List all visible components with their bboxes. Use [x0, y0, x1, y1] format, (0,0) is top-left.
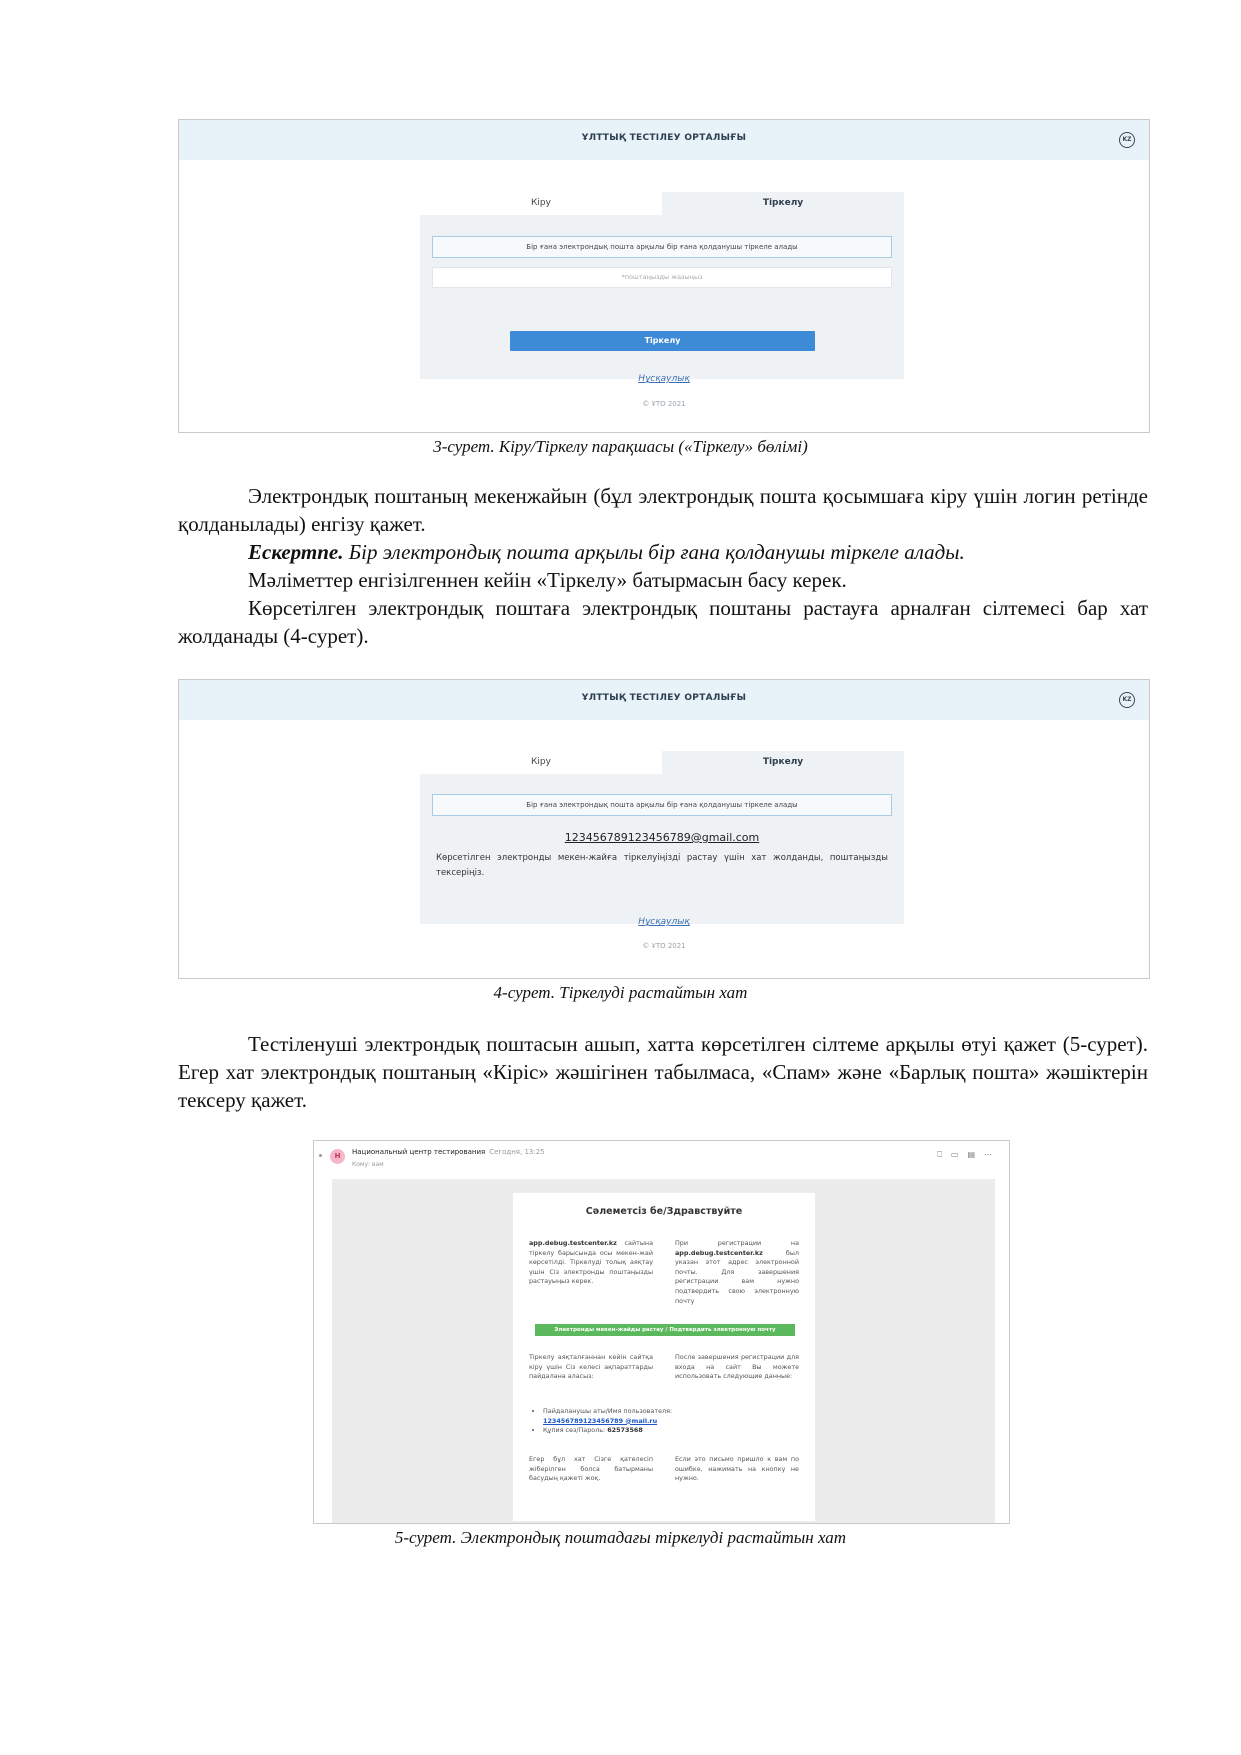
paragraph: Электрондық поштаның мекенжайын (бұл электрондық пошта қосымшаға кіру үшін логин ретінде қолданылады) енгізу қажет.	[178, 484, 1148, 536]
register-button[interactable]: Тіркелу	[510, 331, 815, 351]
bookmark-icon[interactable]: ⎕	[937, 1150, 951, 1159]
more-icon[interactable]: ⋯	[984, 1150, 1001, 1159]
kz-intro-body: сайтына тіркелу барысында осы мекен-жай көрсетілді. Тіркелуді толық аяқтау үшін Сіз электронды поштаңызды растауыңыз керек.	[529, 1239, 653, 1286]
paragraph: Мәліметтер енгізілгеннен кейін «Тіркелу» батырмасын басу керек.	[248, 568, 847, 592]
email-actions	[937, 1150, 1001, 1160]
auth-tabs	[420, 192, 904, 215]
note-paragraph	[178, 538, 1148, 566]
flag-icon[interactable]: ▭	[950, 1150, 968, 1159]
ru-credentials-intro: После завершения регистрации для входа на сайт Вы можете использовать следующие данные:	[675, 1353, 799, 1381]
paragraph: Тестіленуші электрондық поштасын ашып, хатта көрсетілген сілтеме арқылы өтуі қажет (5-сурет). Егер хат электрондық поштаның «Кіріс» жәшігінен табылмаса, «Спам» және «Барлық пошта» жәшіктерін тексеру қажет.	[178, 1032, 1148, 1112]
password-label: Құпия сөз/Пароль:	[543, 1426, 608, 1435]
registration-notice: Бір ғана электрондық пошта арқылы бір ғана қолданушы тіркеле алады	[432, 794, 892, 816]
registration-notice: Бір ғана электрондық пошта арқылы бір ғана қолданушы тіркеле алады	[432, 236, 892, 258]
paragraph: Көрсетілген электрондық поштаға электрондық поштаны растауға арналған сілтемесі бар хат жолданады (4-сурет).	[178, 596, 1148, 648]
tab-register[interactable]: Тіркелу	[662, 192, 904, 215]
username-item	[543, 1407, 823, 1426]
copyright: © ҰТО 2021	[642, 400, 686, 408]
confirmation-panel	[420, 774, 904, 924]
language-switch-icon[interactable]: KZ	[1119, 132, 1135, 148]
figure-4-caption: 4-сурет. Тіркелуді растайтын хат	[493, 983, 748, 1002]
figure-3-caption: 3-сурет. Кіру/Тіркелу парақшасы («Тіркелу» бөлімі)	[433, 437, 808, 456]
confirmation-email: 123456789123456789@gmail.com	[564, 831, 760, 844]
recipient-line: Кому: вам	[352, 1161, 384, 1168]
confirm-email-button[interactable]: Электронды мекен-жайды растау / Подтвердить электронную почту	[535, 1324, 795, 1336]
figure-3-screenshot	[178, 119, 1150, 433]
register-panel	[420, 215, 904, 379]
figure-4-screenshot	[178, 679, 1150, 979]
tab-login[interactable]: Кіру	[420, 751, 662, 774]
site-header	[179, 680, 1149, 720]
instructions-block-2	[178, 1030, 1148, 1114]
help-link[interactable]: Нұсқаулық	[638, 917, 690, 927]
site-title: ҰЛТТЫҚ ТЕСТІЛЕУ ОРТАЛЫҒЫ	[581, 693, 747, 703]
email-date: Сегодня, 13:25	[489, 1148, 545, 1156]
unread-dot-icon	[319, 1154, 322, 1157]
ru-intro-body: был указан этот адрес электронной почты. Для завершения регистрации вам нужно подтвердить свою электронную почту	[675, 1248, 799, 1305]
site-header	[179, 120, 1149, 160]
note-label: Ескертпе.	[248, 540, 344, 564]
email-body	[332, 1179, 995, 1523]
help-link[interactable]: Нұсқаулық	[638, 374, 690, 384]
email-header	[314, 1141, 1009, 1175]
site-name: app.debug.testcenter.kz	[529, 1239, 617, 1247]
language-switch-icon[interactable]: KZ	[1119, 692, 1135, 708]
sender-name: Национальный центр тестирования	[352, 1148, 486, 1156]
site-title: ҰЛТТЫҚ ТЕСТІЛЕУ ОРТАЛЫҒЫ	[581, 133, 747, 143]
auth-tabs	[420, 751, 904, 774]
kz-credentials-intro: Тіркелу аяқталғаннан кейін сайтқа кіру үшін Сіз келесі ақпараттарды пайдалана аласыз:	[529, 1353, 653, 1381]
sender-avatar: Н	[330, 1149, 345, 1164]
note-text: Бір электрондық пошта арқылы бір ғана қолданушы тіркеле алады.	[343, 540, 965, 564]
ru-footer-text: Если это письмо пришло к вам по ошибке, нажимать на кнопку не нужно.	[675, 1455, 799, 1483]
instructions-block-1	[178, 482, 1148, 650]
email-greeting: Сәлеметсіз бе/Здравствуйте	[585, 1206, 743, 1217]
copyright: © ҰТО 2021	[642, 942, 686, 950]
ru-intro-text	[675, 1239, 799, 1306]
kz-footer-text: Егер бұл хат Сізге қателесіп жіберілген болса батырманы басудың қажеті жоқ.	[529, 1455, 653, 1483]
figure-5-caption: 5-сурет. Электрондық поштадағы тіркелуді растайтын хат	[394, 1528, 847, 1547]
figure-5-screenshot	[313, 1140, 1010, 1524]
archive-icon[interactable]: ▤	[967, 1150, 984, 1159]
username-label: Пайдаланушы аты/Имя пользователя:	[543, 1407, 673, 1415]
tab-login[interactable]: Кіру	[420, 192, 662, 215]
username-value[interactable]: 123456789123456789 @mail.ru	[543, 1416, 658, 1425]
email-input[interactable]: *поштаңызды жазыңыз	[432, 267, 892, 288]
sender-line	[352, 1148, 545, 1156]
password-value: 62573568	[607, 1426, 643, 1435]
password-item	[543, 1426, 823, 1436]
email-card	[513, 1193, 815, 1521]
confirmation-message: Көрсетілген электронды мекен-жайға тіркелуіңізді растау үшін хат жолданды, поштаңызды тексеріңіз.	[436, 853, 888, 878]
ru-intro-pre: При регистрации на	[675, 1239, 799, 1247]
kz-intro-text	[529, 1239, 653, 1287]
tab-register[interactable]: Тіркелу	[662, 751, 904, 774]
site-name: app.debug.testcenter.kz	[675, 1248, 763, 1257]
credentials-list	[529, 1407, 823, 1436]
